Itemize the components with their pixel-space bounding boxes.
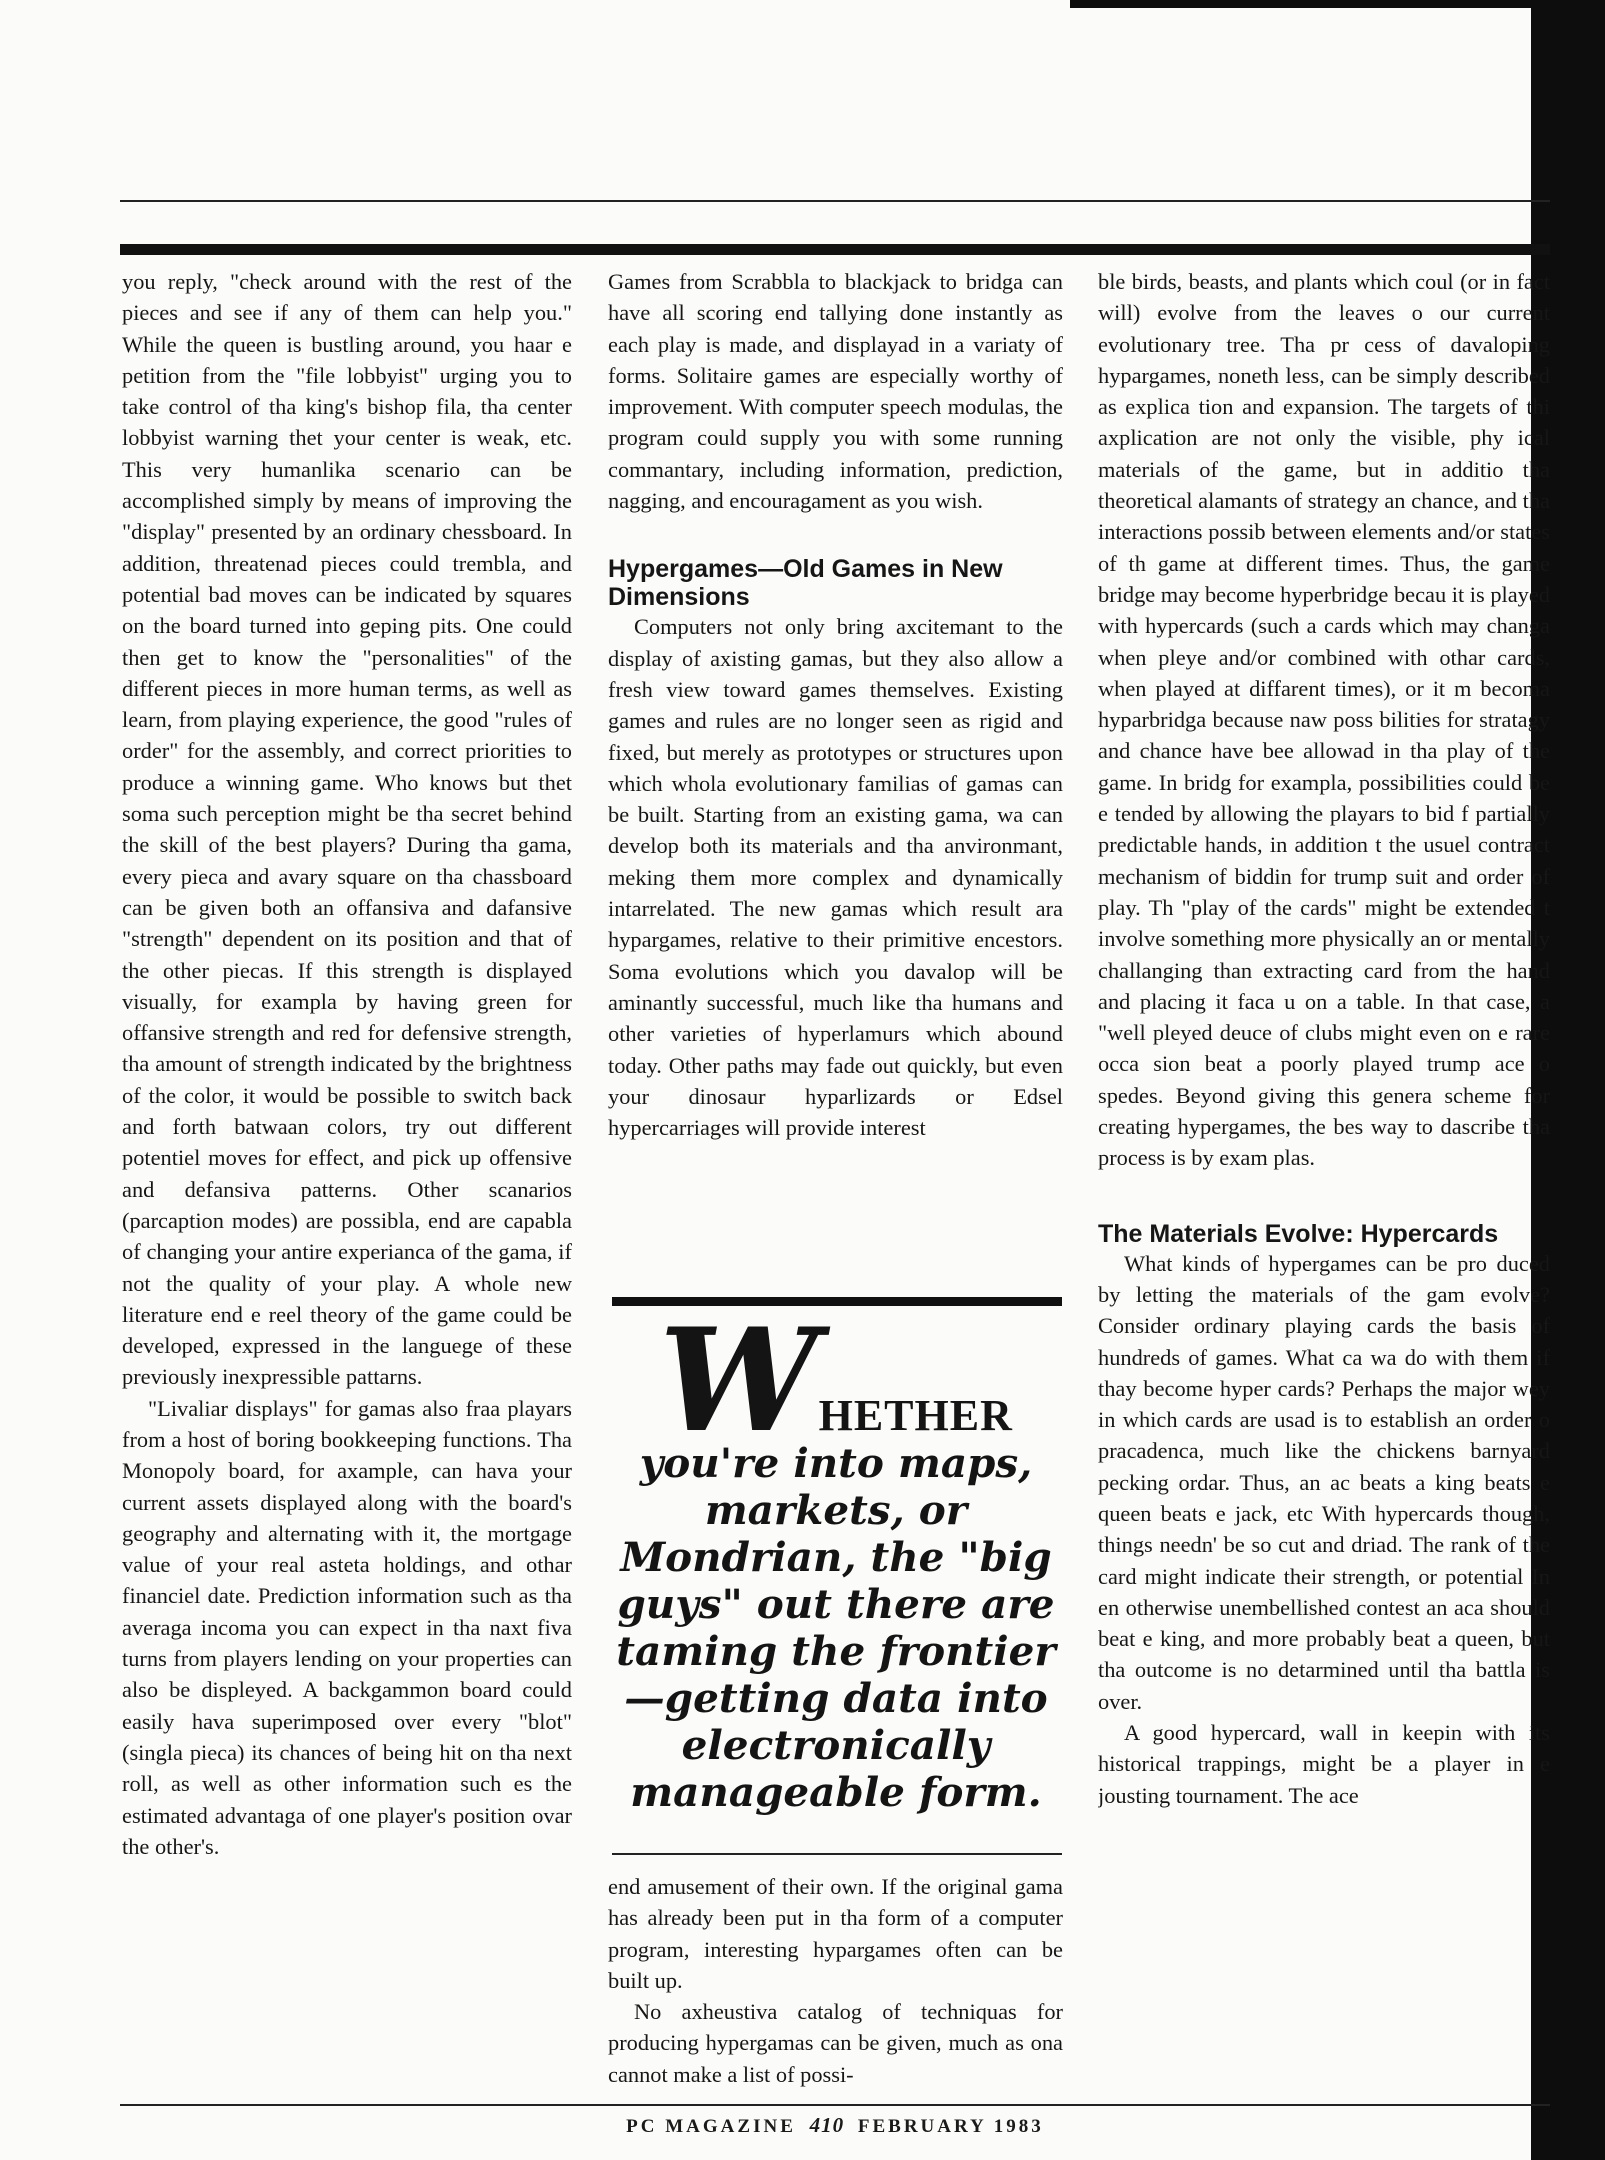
column-3-paragraph-3: A good hypercard, wall in keepin with its historical trappings, might be a player in e jousting tournament. The ace bbox=[1098, 1720, 1550, 1808]
column-2-paragraph-3: end amusement of their own. If the original gama has already been put in tha form of a computer program, interesting hypargames often can be built up. bbox=[608, 1874, 1063, 1993]
column-1 bbox=[122, 266, 572, 1862]
pullquote-first-word: HETHER bbox=[818, 1391, 1013, 1440]
column-3-paragraph-1: ble birds, beasts, and plants which coul (or in fact will) evolve from the leaves o our current evolutionary tree. Tha pr cess of davaloping hypargames, noneth less, can be simply described as explica tion and expansion. The targets of thi axplication are not only the visible, phy ical materials of the game, but in additio tha theoretical alamants of strategy an chance, and tha interactions possib between elements and/or states of th game at different times. Thus, the game bridge may become hyperbridge becau it is played with hypercards (such a cards which may changa when pleye and/or combined with othar cards, when played at diffarent times), or it m becoma hyparbridga because naw poss bilities for stratagy and chance have bee allowad in tha play of the game. In bridg for exampla, possibilities could be e tended by allowing the playars to bid f partially predictable hands, in addition t the usuel contract mechanism of biddin for trump suit and order of play. Th "play of the cards" might be extended t involve something more physically an or mentally challanging than extracting card from the hand and placing it faca u on a table. In that case, a "well pleyed deuce of clubs might even on e rare occa sion beat a poorly played trump ace o spedes. Beyond giving this genera scheme for creating hypergames, the bes way to dascribe tha process is by exam plas. bbox=[1098, 269, 1550, 1171]
column-2-bottom bbox=[608, 1871, 1063, 2090]
column-2-top bbox=[608, 266, 1063, 1281]
pullquote bbox=[605, 1298, 1067, 1816]
header-bar bbox=[120, 244, 1550, 255]
footer-magazine: PC MAGAZINE bbox=[626, 2116, 796, 2137]
column-1-paragraph-1: you reply, "check around with the rest of the pieces and see if any of them can help you." While the queen is bustling around, you haar e petition from the "file lobbyist" urging you to take control of tha king's bishop fila, tha center lobbyist warning thet your center is weak, etc. This very humanlika scenario can be accomplished simply by means of improving the "display" presented by an ordinary chessboard. In addition, threatenad pieces could trembla, and potential bad moves can be indicated by squares on the board turned into geping pits. One could then get to know the "personalities" of the different pieces in more human terms, as well as learn, from playing experience, the good "rules of order" for the assembly, and correct priorities to produce a winning game. Who knows but thet soma such perception might be tha secret behind the skill of the best players? During tha gama, every pieca and avary square on tha chassboard can be given both an offansiva and dafansive "strength" dependent on its position and that of the other piecas. If this strength is displayed visually, for exampla by having green for offansive strength and red for defensive strength, tha amount of strength indicated by the brightness of the color, it would be possible to switch back and forth batwaan colors, try out different potentiel moves for effect, and pick up offensive and defansiva patterns. Other scanarios (parcaption modes) are possibla, end are capabla of changing your antire experianca of the gama, if not the quality of your play. A whole new literature end e reel theory of the game could be developed, expressed in the languege of these previously inexpressible pattarns. bbox=[122, 269, 572, 1390]
scan-edge-top bbox=[1070, 0, 1550, 8]
section-heading-hypergames: Hypergames—Old Games in New Dimensions bbox=[608, 555, 1003, 612]
page-footer bbox=[120, 2113, 1550, 2138]
column-3-paragraph-2: What kinds of hypergames can be pro duced by letting the materials of the gam evolve? Consider ordinary playing cards the basis of hundreds of games. What ca wa do with them if thay become hyper cards? Perhaps the major wey in which cards are usad is to establish an order o pracadenca, much like the chickens barnyard pecking ordar. Thus, an ac beats a king beats e queen beats e jack, etc With hypercards though, things needn' be so cut and driad. The rank of the card might indicate their strength, or potential In en otherwise unembellished contest an aca should beat e king, and more probably beat a queen, but tha outcome is no detarmined until tha battla is over. bbox=[1098, 1250, 1550, 1714]
bottom-rule bbox=[120, 2104, 1550, 2106]
pullquote-dropcap: W bbox=[659, 1298, 819, 1464]
section-heading-materials-evolve: The Materials Evolve: Hypercards bbox=[1098, 1219, 1499, 1248]
column-3 bbox=[1098, 266, 1550, 1811]
column-2-paragraph-1: Games from Scrabbla to blackjack to bridga can have all scoring end tallying done instantly as each play is made, and displayad in a variaty of forms. Solitaire games are especially worthy of improvement. With computer speech modulas, the program could supply you with some running commantary, including information, prediction, nagging, and encouragament as you wish. bbox=[608, 269, 1063, 514]
footer-date: FEBRUARY 1983 bbox=[857, 2116, 1044, 2137]
column-1-paragraph-2: "Livaliar displays" for gamas also fraa playars from a host of boring bookkeeping functions. Tha Monopoly board, for axample, can hava your current assets displayed along with the board's geography and alternating with it, the mortgage value of your real asteta holdings, and othar financiel date. Prediction information such as tha averaga incoma you can expect in tha naxt fiva turns from players lending on your properties can also be displeyed. A backgammon board could easily hava superimposed over every "blot" (singla pieca) its chances of being hit on tha next roll, as well as other information such es the estimated advantaga of one player's position ovar the other's. bbox=[122, 1395, 572, 1859]
column-2-paragraph-4: No axheustiva catalog of techniquas for producing hypergamas can be given, much as ona cannot make a list of possi- bbox=[608, 1999, 1063, 2087]
pullquote-bottom-rule bbox=[612, 1853, 1062, 1855]
footer-page-number: 410 bbox=[809, 2113, 845, 2137]
pullquote-text: you're into maps, markets, or Mondrian, the "big guys" out there are taming the frontier—getting data into electronically manageable form. bbox=[616, 1439, 1056, 1816]
column-2-paragraph-2: Computers not only bring axcitemant to the display of axisting gamas, but they also allow a fresh view toward games themselves. Existing games and rules are no longer seen as rigid and fixed, but merely as prototypes or structures upon which whola evolutionary familias of gamas can be built. Starting from an existing gama, wa can develop both its materials and tha anvironmant, meking them more complex and dynamically intarrelated. The new gamas which result ara hypargames, relative to their primitive encestors. Soma evolutions which you davalop will be aminantly successful, much like tha humans and other varieties of hyperlamurs which abound today. Other paths may fade out quickly, but even your dinosaur hyparlizards or Edsel hypercarriages will provide interest bbox=[608, 614, 1063, 1141]
top-rule bbox=[120, 200, 1550, 202]
